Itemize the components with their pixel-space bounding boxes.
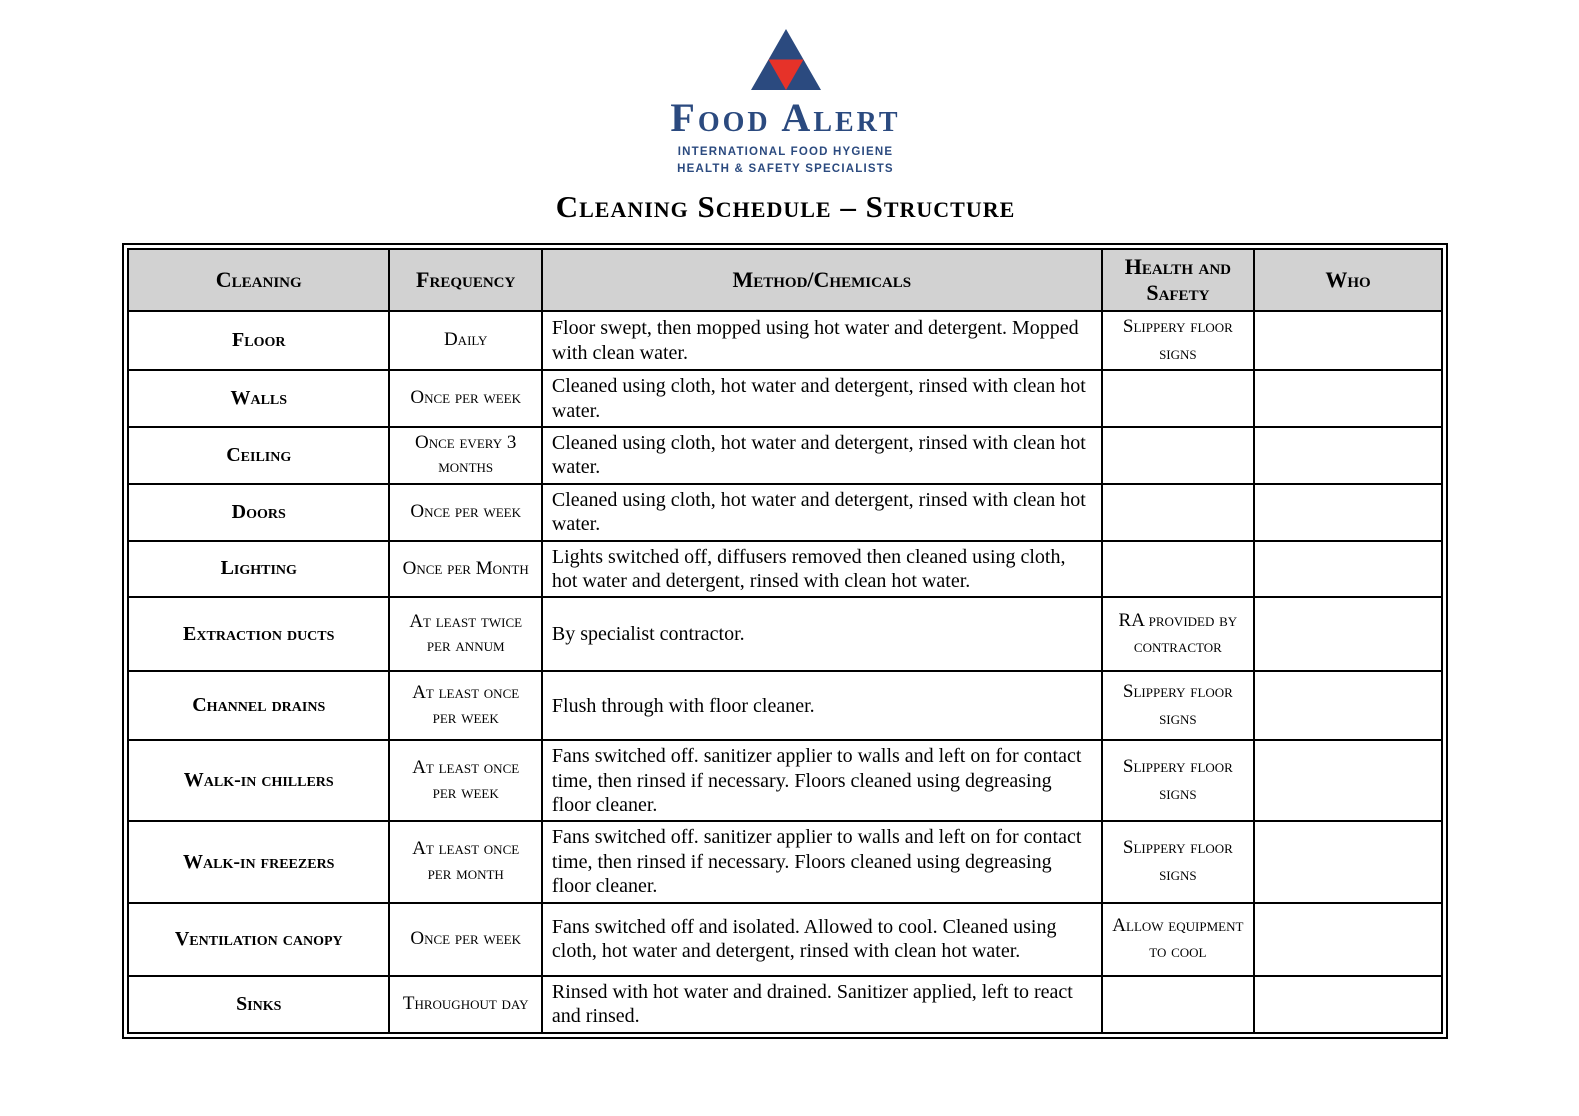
logo-wordmark: Food Alert <box>670 95 901 140</box>
frequency-value: At least twice per annum <box>389 597 541 671</box>
logo-block <box>0 28 1571 177</box>
method-text: Cleaned using cloth, hot water and detergent, rinsed with clean hot water. <box>542 370 1102 427</box>
table-row-walk-in-chillers <box>128 740 1442 821</box>
logo-tagline-line2: HEALTH & SAFETY SPECIALISTS <box>677 162 894 175</box>
frequency-value: Once per Month <box>389 541 541 598</box>
table-row-extraction-ducts <box>128 597 1442 671</box>
page-title: Cleaning Schedule – Structure <box>555 189 1016 224</box>
method-text: Cleaned using cloth, hot water and detergent, rinsed with clean hot water. <box>542 484 1102 541</box>
table-row-doors <box>128 484 1442 541</box>
table-row-floor <box>128 311 1442 370</box>
logo-tagline-line1: INTERNATIONAL FOOD HYGIENE <box>677 146 894 158</box>
method-text: Lights switched off, diffusers removed then cleaned using cloth, hot water and detergent, rinsed with clean hot water. <box>542 541 1102 598</box>
frequency-value: Throughout day <box>389 976 541 1033</box>
health-safety-text <box>1102 370 1254 427</box>
health-safety-text <box>1102 976 1254 1033</box>
health-safety-text <box>1102 541 1254 598</box>
frequency-value: Once per week <box>389 484 541 541</box>
who-cell <box>1254 976 1442 1033</box>
cleaning-schedule-table <box>127 248 1443 1034</box>
method-text: Fans switched off. sanitizer applier to walls and left on for contact time, then rinsed if necessary. Floors cleaned using degreasing floor cleaner. <box>542 740 1102 821</box>
table-row-ventilation-canopy <box>128 903 1442 976</box>
cleaning-item: Extraction ducts <box>128 597 389 671</box>
method-text: By specialist contractor. <box>542 597 1102 671</box>
method-text: Cleaned using cloth, hot water and detergent, rinsed with clean hot water. <box>542 427 1102 484</box>
who-cell <box>1254 311 1442 370</box>
cleaning-item: Walk-in chillers <box>128 740 389 821</box>
frequency-value: Once per week <box>389 903 541 976</box>
health-safety-text: RA provided by contractor <box>1102 597 1254 671</box>
health-safety-text <box>1102 427 1254 484</box>
table-row-lighting <box>128 541 1442 598</box>
health-safety-text: Slippery floor signs <box>1102 671 1254 740</box>
cleaning-item: Doors <box>128 484 389 541</box>
health-safety-text: Allow equipment to cool <box>1102 903 1254 976</box>
who-cell <box>1254 597 1442 671</box>
column-header-health-and-safety: Health and Safety <box>1102 249 1254 311</box>
who-cell <box>1254 671 1442 740</box>
health-safety-text <box>1102 484 1254 541</box>
logo-tagline <box>0 144 1571 177</box>
column-header-cleaning: Cleaning <box>128 249 389 311</box>
health-safety-text: Slippery floor signs <box>1102 740 1254 821</box>
cleaning-item: Walls <box>128 370 389 427</box>
method-text: Rinsed with hot water and drained. Sanitizer applied, left to react and rinsed. <box>542 976 1102 1033</box>
who-cell <box>1254 821 1442 902</box>
column-header-method-chemicals: Method/Chemicals <box>542 249 1102 311</box>
column-header-frequency: Frequency <box>389 249 541 311</box>
method-text: Fans switched off. sanitizer applier to walls and left on for contact time, then rinsed if necessary. Floors cleaned using degreasing floor cleaner. <box>542 821 1102 902</box>
table-row-sinks <box>128 976 1442 1033</box>
who-cell <box>1254 903 1442 976</box>
cleaning-item: Channel drains <box>128 671 389 740</box>
table-header-row <box>128 249 1442 311</box>
cleaning-schedule-table-frame <box>122 243 1448 1039</box>
who-cell <box>1254 370 1442 427</box>
health-safety-text: Slippery floor signs <box>1102 821 1254 902</box>
food-alert-triangle-icon <box>749 28 823 92</box>
table-row-walls <box>128 370 1442 427</box>
who-cell <box>1254 541 1442 598</box>
table-row-walk-in-freezers <box>128 821 1442 902</box>
cleaning-item: Ventilation canopy <box>128 903 389 976</box>
cleaning-item: Lighting <box>128 541 389 598</box>
frequency-value: Daily <box>389 311 541 370</box>
frequency-value: At least once per week <box>389 671 541 740</box>
frequency-value: At least once per month <box>389 821 541 902</box>
cleaning-item: Sinks <box>128 976 389 1033</box>
who-cell <box>1254 484 1442 541</box>
frequency-value: At least once per week <box>389 740 541 821</box>
method-text: Floor swept, then mopped using hot water and detergent. Mopped with clean water. <box>542 311 1102 370</box>
frequency-value: Once per week <box>389 370 541 427</box>
cleaning-item: Floor <box>128 311 389 370</box>
frequency-value: Once every 3 months <box>389 427 541 484</box>
table-row-channel-drains <box>128 671 1442 740</box>
column-header-who: Who <box>1254 249 1442 311</box>
who-cell <box>1254 427 1442 484</box>
cleaning-item: Walk-in freezers <box>128 821 389 902</box>
who-cell <box>1254 740 1442 821</box>
table-row-ceiling <box>128 427 1442 484</box>
method-text: Flush through with floor cleaner. <box>542 671 1102 740</box>
health-safety-text: Slippery floor signs <box>1102 311 1254 370</box>
cleaning-item: Ceiling <box>128 427 389 484</box>
method-text: Fans switched off and isolated. Allowed to cool. Cleaned using cloth, hot water and detergent, rinsed with clean hot water. <box>542 903 1102 976</box>
